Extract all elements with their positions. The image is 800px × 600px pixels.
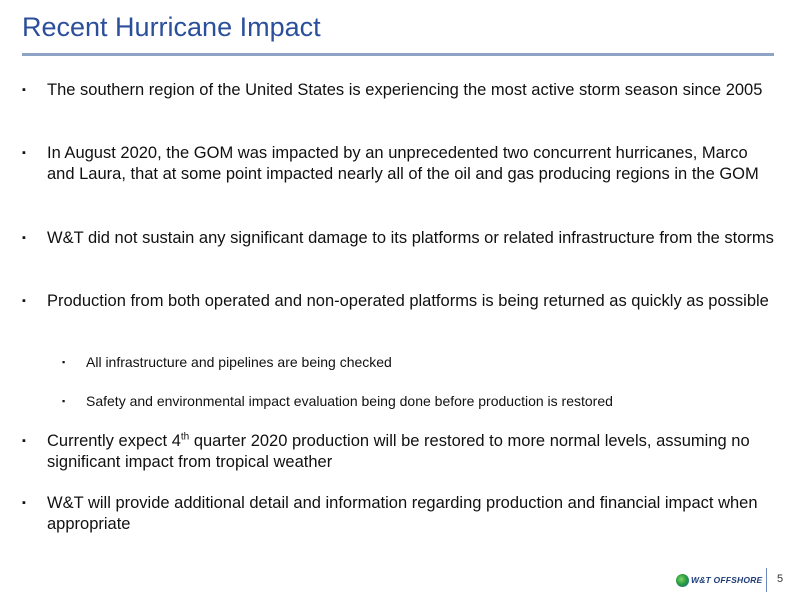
footer-divider	[766, 568, 767, 592]
bullet-text: W&T did not sustain any significant damage to its platforms or related infrastructure from the storms	[47, 229, 774, 247]
bullet-text: All infrastructure and pipelines are being checked	[86, 354, 392, 370]
bullet-text-part: quarter 2020 production will be restored to more normal levels, assuming no significant impact from tropical weather	[47, 432, 750, 471]
company-logo	[676, 572, 762, 588]
logo-text: W&T OFFSHORE	[691, 575, 763, 585]
bullet-text-part: Currently expect 4	[47, 432, 181, 450]
bullet-marker: ▪	[22, 84, 26, 96]
title-divider	[22, 53, 774, 56]
bullet-marker: ▪	[62, 357, 66, 367]
bullet-text	[47, 431, 777, 473]
bullet-text: Production from both operated and non-operated platforms is being returned as quickly as possible	[47, 292, 769, 310]
ordinal-suffix: th	[180, 431, 190, 443]
bullet-marker: ▪	[22, 435, 26, 447]
bullet-marker: ▪	[22, 295, 26, 307]
page-number: 5	[777, 573, 784, 585]
slide-title: Recent Hurricane Impact	[22, 12, 321, 42]
logo-mark-icon	[676, 574, 689, 587]
bullet-marker: ▪	[22, 147, 26, 159]
bullet-text: The southern region of the United States is experiencing the most active storm season since 2005	[47, 81, 763, 99]
bullet-text: In August 2020, the GOM was impacted by an unprecedented two concurrent hurricanes, Marco and Laura, that at some point impacted nearly all of the oil and gas producing regions in the GOM	[47, 144, 759, 183]
bullet-marker: ▪	[22, 497, 26, 509]
bullet-text: Safety and environmental impact evaluation being done before production is restored	[86, 393, 613, 409]
bullet-marker: ▪	[62, 396, 66, 406]
bullet-text: W&T will provide additional detail and information regarding production and financial impact when appropriate	[47, 494, 758, 533]
bullet-marker: ▪	[22, 232, 26, 244]
